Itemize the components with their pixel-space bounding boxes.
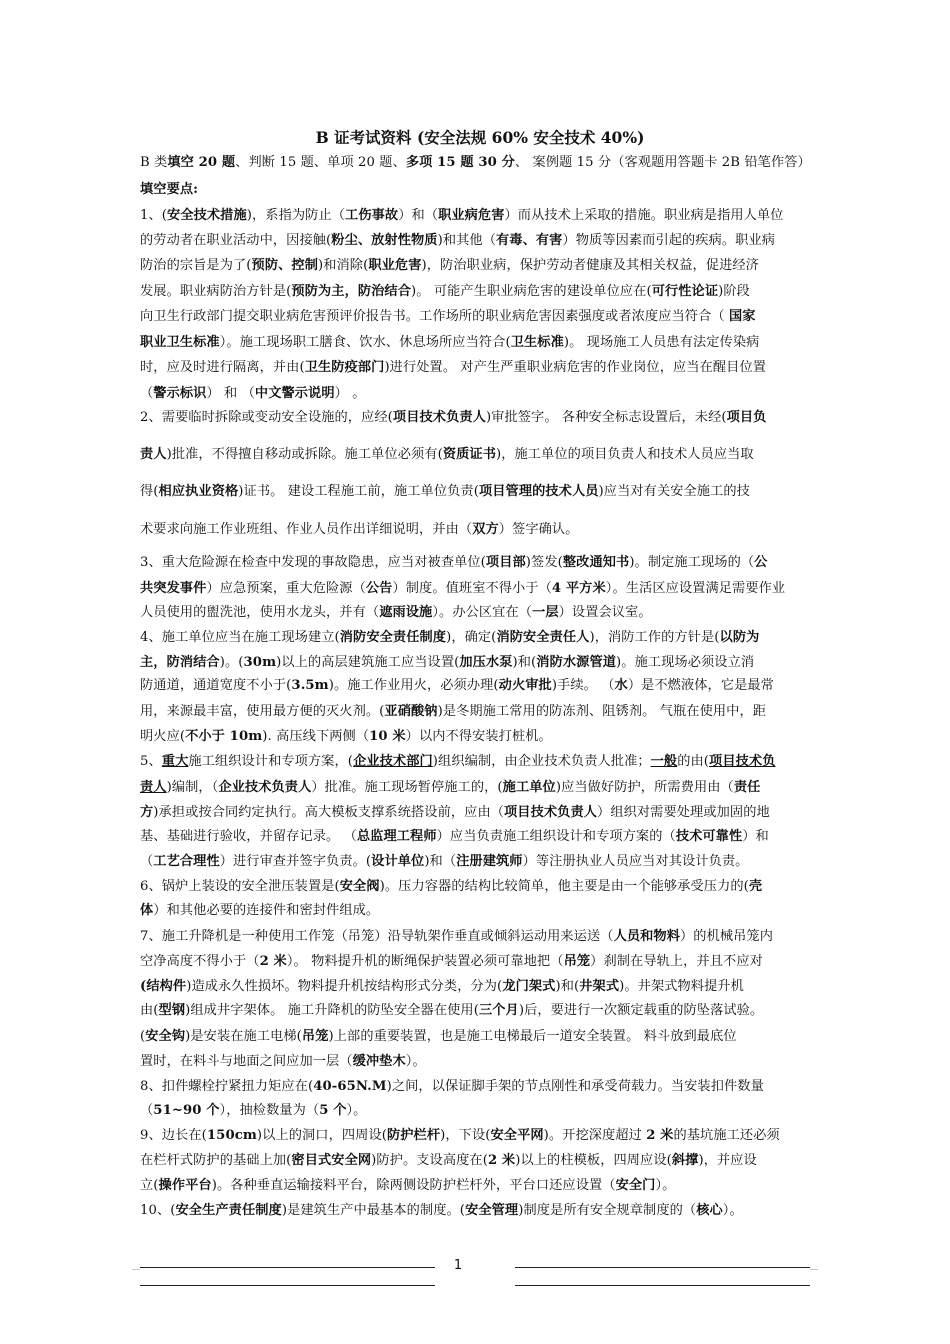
text-run: )防护。支设高度在(: [371, 1153, 488, 1168]
text-run: ）签字确认。: [498, 522, 579, 537]
emphasized-answer: 项目技术负责人: [504, 805, 598, 820]
text-run: 向卫生行政部门提交职业病危害预评价报告书。工作场所的职业病危害因素强度或者浓度应当符合（: [140, 309, 729, 324]
emphasized-answer: 安全阀: [339, 879, 380, 894]
emphasized-answer: 操作平台: [158, 1178, 212, 1193]
emphasized-answer: 总监理工程师: [356, 829, 437, 844]
text-line: [140, 254, 825, 273]
text-run: ）以内不得安装打桩机。: [405, 729, 552, 744]
text-run: )之间，以保证脚手架的节点刚性和承受荷载力。当安装扣件数量: [386, 1079, 764, 1094]
text-run: )。压力容器的结构比较简单，他主要是由一个能够承受压力的(: [379, 879, 749, 894]
text-run: 1、(: [140, 208, 168, 223]
text-run: )。(: [219, 655, 244, 670]
text-run: 时，应及时进行隔离，并由(: [140, 360, 305, 375]
text-run: ）和: [742, 829, 769, 844]
text-run: )。制定施工现场的（: [629, 555, 755, 570]
text-line: [140, 480, 825, 499]
text-run: )。井架式物料提升机: [619, 979, 744, 994]
text-run: 防通道，通道宽度不小于(: [140, 678, 292, 693]
text-run: )阶段: [718, 284, 750, 299]
text-run: )。施工作业用火，必须办理(: [328, 678, 499, 693]
text-run: )，系指为防止（: [246, 208, 346, 223]
emphasized-answer: 设计单位: [371, 854, 425, 869]
emphasized-answer: 10 米: [369, 729, 406, 744]
text-run: )组织编制，由企业技术负责人批准；: [432, 754, 651, 769]
emphasized-answer: 国家: [728, 309, 756, 324]
emphasized-answer: 职业卫生标准: [140, 335, 220, 350]
text-run: )和（: [424, 854, 457, 869]
text-line: [140, 750, 825, 769]
emphasized-answer: 2 米: [487, 1153, 516, 1168]
text-run: )签发(: [525, 555, 563, 570]
text-line: [140, 443, 825, 462]
text-run: )以上的柱模板，四周应设(: [515, 1153, 672, 1168]
emphasized-answer: 51~90 个: [153, 1103, 220, 1118]
text-run: )审批签字。 各种安全标志设置后，未经(: [485, 410, 727, 425]
text-line: [140, 950, 825, 969]
emphasized-answer: 安全平网: [490, 1128, 544, 1143]
text-line: [140, 925, 825, 944]
emphasized-answer: 共突发事件: [140, 581, 207, 596]
text-run: )手续。 （: [551, 678, 615, 693]
emphasized-answer: 卫生标准: [510, 335, 564, 350]
emphasized-answer: 吊笼: [563, 954, 591, 969]
text-line: [140, 356, 825, 375]
page-number: 1: [453, 1258, 463, 1273]
text-run: 用，来源最丰富，使用最方便的灭火剂。(: [140, 704, 385, 719]
emphasized-answer: 亚硝酸钠: [384, 704, 438, 719]
text-line: [140, 1149, 825, 1168]
emphasized-answer: 重大: [161, 754, 189, 769]
text-line: [140, 551, 825, 570]
emphasized-answer: 30m: [243, 655, 277, 670]
text-line: [140, 1124, 825, 1143]
emphasized-answer: 2 米: [646, 1128, 674, 1143]
text-run: 人员使用的盥洗池，使用水龙头，并有（: [140, 605, 380, 620]
text-run: 8、扣件螺栓拧紧扭力矩应在(: [140, 1079, 314, 1094]
text-line: [140, 626, 825, 645]
emphasized-answer: 安全技术措施: [167, 208, 247, 223]
text-line: [140, 651, 825, 670]
emphasized-answer: 技术可靠性: [675, 829, 743, 844]
text-line: [140, 801, 825, 820]
emphasized-answer: 有毒、有害: [496, 233, 563, 248]
text-run: )，防治职业病，保护劳动者健康及其相关权益，促进经济: [421, 258, 759, 273]
text-line: [140, 601, 825, 620]
text-run: 立(: [140, 1178, 159, 1193]
emphasized-answer: 防护栏杆: [386, 1128, 441, 1143]
footer-rule-accent-right: [810, 1269, 818, 1270]
text-run: ）组织对需要处理或加固的地: [597, 805, 770, 820]
text-run: ） 。: [334, 386, 366, 401]
emphasized-answer: 警示标识: [153, 386, 207, 401]
text-run: ） 和 （: [206, 386, 255, 401]
text-run: 空净高度不得小于（: [140, 954, 260, 969]
text-line: [140, 518, 825, 537]
text-line: [140, 280, 825, 299]
text-run: )，施工单位的项目负责人和技术人员应当取: [495, 447, 754, 462]
text-run: )以上的洞口，四周设(: [256, 1128, 387, 1143]
text-run: ）。生活区应设置满足需要作业: [605, 581, 786, 596]
text-line: [140, 700, 825, 719]
emphasized-answer: 型钢: [158, 1003, 186, 1018]
text-line: [140, 178, 825, 197]
text-run: ). 高压线下两侧（: [262, 729, 370, 744]
text-run: ）刹制在导轨上，并且不应对: [590, 954, 763, 969]
text-run: )是安装在施工电梯(: [185, 1029, 302, 1044]
text-line: [140, 999, 825, 1018]
text-run: )上部的重要装置，也是施工电梯最后一道安全装置。 料斗放到最底位: [328, 1029, 737, 1044]
text-run: ）的机械吊笼内: [680, 929, 774, 944]
text-run: )造成永久性损坏。物料提升机按结构形式分类，分为(: [186, 979, 503, 994]
emphasized-answer: 工艺合理性: [153, 854, 220, 869]
text-run: )批准，不得擅自移动或拆除。施工单位必须有(: [166, 447, 443, 462]
emphasized-answer: 注册建筑师: [456, 854, 523, 869]
text-line: [140, 825, 825, 844]
text-run: 10、(: [140, 1203, 176, 1218]
text-run: ）设置会议室。: [558, 605, 652, 620]
text-run: 的劳动者在职业活动中，因接触(: [140, 233, 332, 248]
text-line: [140, 776, 825, 795]
document-title: B 证考试资料 (安全法规 60% 安全技术 40%): [315, 128, 645, 147]
text-run: (: [140, 1029, 146, 1044]
emphasized-answer: 责任: [733, 780, 761, 795]
emphasized-answer: 公告: [365, 581, 393, 596]
emphasized-answer: 预防为主，防治结合: [291, 284, 412, 299]
text-run: 基、基础进行验收，并留存记录。 （: [140, 829, 357, 844]
text-run: 2、需要临时拆除或变动安全设施的，应经(: [140, 410, 393, 425]
text-run: （: [140, 1103, 154, 1118]
text-run: ）是不燃液体，它是最常: [627, 678, 774, 693]
text-line: [140, 1199, 825, 1218]
emphasized-answer: 安全管理: [465, 1203, 519, 1218]
emphasized-answer: 责人: [140, 447, 167, 462]
text-run: )和消除(: [317, 258, 369, 273]
emphasized-answer: 井架式: [579, 979, 620, 994]
text-run: )是冬期施工常用的防冻剂、阻锈剂。 气瓶在使用中，距: [437, 704, 767, 719]
text-run: )编制，（: [166, 780, 219, 795]
text-run: )。施工现场必须设立消: [616, 655, 755, 670]
emphasized-answer: 消防水源管道: [536, 655, 617, 670]
emphasized-answer: 缓冲垫木: [352, 1054, 406, 1069]
text-run: 由(: [140, 1003, 159, 1018]
text-run: ）制度。值班室不得小于（: [392, 581, 552, 596]
text-run: ）进行审查并签字负责。(: [219, 854, 372, 869]
emphasized-answer: 一层: [532, 605, 559, 620]
emphasized-answer: 消防安全责任制度: [339, 630, 447, 645]
text-line: [140, 204, 825, 223]
text-line: [140, 1099, 825, 1118]
text-run: 施工组织设计和专项方案，(: [188, 754, 354, 769]
emphasized-answer: 150cm: [206, 1128, 257, 1143]
text-run: )后，要进行一次额定载重的防坠落试验。: [518, 1003, 764, 1018]
emphasized-answer: 项目负: [726, 410, 767, 425]
text-run: 在栏杆式防护的基础上加(: [140, 1153, 292, 1168]
text-run: 的基坑施工还必须: [673, 1128, 780, 1143]
text-run: 7、施工升降机是一种使用工作笼（吊笼）沿导轨架作垂直或倾斜运动用来运送（: [140, 929, 614, 944]
text-run: )以上的高层建筑施工应当设置(: [276, 655, 460, 670]
emphasized-answer: 5 个: [319, 1103, 347, 1118]
text-run: ）。办公区宜在（: [432, 605, 533, 620]
text-line: [140, 1174, 825, 1193]
text-run: )进行处置。 对产生严重职业病危害的作业岗位，应当在醒目位置: [384, 360, 767, 375]
text-run: 的由(: [677, 754, 710, 769]
text-run: 得(: [140, 484, 159, 499]
emphasized-answer: 安全门: [615, 1178, 656, 1193]
emphasized-answer: 项目技术负: [709, 754, 776, 769]
emphasized-answer: 4 平方米: [551, 581, 606, 596]
emphasized-answer: 职业病危害: [438, 208, 505, 223]
text-run: （: [140, 386, 154, 401]
text-run: )和其他（: [437, 233, 496, 248]
text-run: 防治的宗旨是为了(: [140, 258, 252, 273]
text-line: [140, 331, 825, 350]
emphasized-answer: 壳: [748, 879, 763, 894]
footer-rule-accent-left: [132, 1269, 140, 1270]
text-line: [140, 1075, 825, 1094]
text-run: )制度是所有安全规章制度的（: [518, 1203, 697, 1218]
emphasized-answer: 2 米: [259, 954, 287, 969]
emphasized-answer: 整改通知书: [562, 555, 630, 570]
text-run: （: [140, 854, 154, 869]
emphasized-answer: 水: [614, 678, 628, 693]
emphasized-answer: 主，防消结合: [140, 655, 220, 670]
text-run: ）。: [346, 1103, 367, 1118]
text-run: ）。施工现场职工膳食、饮水、休息场所应当符合(: [219, 335, 511, 350]
text-run: ），抽检数量为（: [219, 1103, 320, 1118]
emphasized-answer: 遮雨设施: [379, 605, 433, 620]
emphasized-answer: 施工单位: [502, 780, 556, 795]
text-run: ）。 物料提升机的断绳保护装置必须可靠地把（: [286, 954, 564, 969]
footer-rule-right: [515, 1267, 810, 1268]
text-line: [140, 577, 825, 596]
text-line: [140, 229, 825, 248]
emphasized-answer: 安全钩: [145, 1029, 186, 1044]
emphasized-answer: 人员和物料: [613, 929, 680, 944]
text-run: 术要求向施工作业班组、作业人员作出详细说明，并由（: [140, 522, 473, 537]
text-run: ）和其他必要的连接件和密封件组成。: [153, 903, 380, 918]
emphasized-answer: 责人: [140, 780, 167, 795]
text-run: )。开挖深度超过: [543, 1128, 647, 1143]
text-line: [140, 850, 825, 869]
emphasized-answer: 项目技术负责人: [392, 410, 486, 425]
footer-rule-left: [140, 1267, 435, 1268]
emphasized-answer: 消防安全责任人: [496, 630, 590, 645]
text-run: 3、重大危险源在检查中发现的事故隐患，应当对被查单位(: [140, 555, 486, 570]
emphasized-answer: 体: [140, 903, 154, 918]
text-run: )证书。 建设工程施工前，施工单位负责(: [238, 484, 479, 499]
text-run: )。各种垂直运输接料平台，除两侧设防护栏杆外，平台口还应设置（: [211, 1178, 616, 1193]
text-run: ）。: [405, 1054, 426, 1069]
text-line: [140, 875, 825, 894]
text-run: 5、: [140, 754, 162, 769]
text-run: )，确定(: [446, 630, 497, 645]
emphasized-answer: 一般: [650, 754, 678, 769]
emphasized-answer: 中文警示说明: [254, 386, 335, 401]
text-run: )是建筑生产中最基本的制度。(: [281, 1203, 466, 1218]
emphasized-answer: 项目管理的技术人员: [478, 484, 599, 499]
emphasized-answer: 3.5m: [291, 678, 329, 693]
text-run: 6、锅炉上装设的安全泄压装置是(: [140, 879, 340, 894]
text-run: )，并应设: [698, 1153, 757, 1168]
emphasized-answer: 资质证书: [442, 447, 496, 462]
emphasized-answer: 企业技术负责人: [218, 780, 312, 795]
emphasized-answer: 职业危害: [368, 258, 422, 273]
text-run: )。 可能产生职业病危害的建设单位应在(: [411, 284, 652, 299]
emphasized-answer: 填空要点:: [140, 182, 199, 197]
emphasized-answer: 方: [140, 805, 154, 820]
emphasized-answer: 相应执业资格: [158, 484, 239, 499]
text-run: 明火应(: [140, 729, 186, 744]
emphasized-answer: 粉尘、放射性物质: [331, 233, 438, 248]
text-run: )承担或按合同约定执行。高大模板支撑系统搭设前，应由（: [153, 805, 505, 820]
text-run: ）等注册执业人员应当对其设计负责。: [522, 854, 749, 869]
text-run: ）。: [655, 1178, 676, 1193]
footer-rule-right-lower: [515, 1285, 810, 1286]
emphasized-answer: 双方: [472, 522, 499, 537]
text-line: [140, 975, 825, 994]
emphasized-answer: 吊笼: [301, 1029, 329, 1044]
text-run: )，下设(: [440, 1128, 491, 1143]
emphasized-answer: (结构件: [140, 979, 187, 994]
text-line: [140, 406, 825, 425]
text-run: )应当对有关安全施工的技: [598, 484, 750, 499]
text-run: ）应急预案，重大危险源（: [206, 581, 366, 596]
emphasized-answer: 填空 20 题: [167, 155, 236, 170]
emphasized-answer: 动火审批: [498, 678, 552, 693]
text-run: ）。: [722, 1203, 743, 1218]
text-run: )，消防工作的方针是(: [589, 630, 720, 645]
footer-rule-left-lower: [140, 1285, 435, 1286]
emphasized-answer: 公: [754, 555, 768, 570]
emphasized-answer: 龙门架式: [502, 979, 556, 994]
text-run: ）物质等因素而引起的疾病。职业病: [562, 233, 776, 248]
emphasized-answer: 三个月: [478, 1003, 519, 1018]
text-run: B 类: [140, 155, 168, 170]
emphasized-answer: 斜撑: [671, 1153, 699, 1168]
emphasized-answer: 安全生产责任制度: [175, 1203, 282, 1218]
emphasized-answer: 多项 15 题 30 分: [405, 155, 515, 170]
text-line: [140, 382, 825, 401]
text-run: 置时，在料斗与地面之间应加一层（: [140, 1054, 353, 1069]
text-line: [140, 725, 825, 744]
emphasized-answer: 企业技术部门: [353, 754, 433, 769]
emphasized-answer: 密目式安全网: [291, 1153, 372, 1168]
text-line: [140, 674, 825, 693]
text-run: ）和（: [398, 208, 439, 223]
text-run: 4、施工单位应当在施工现场建立(: [140, 630, 340, 645]
text-run: )组成井字架体。 施工升降机的防坠安全器在使用(: [185, 1003, 479, 1018]
emphasized-answer: 核心: [696, 1203, 723, 1218]
emphasized-answer: 工伤事故: [345, 208, 399, 223]
emphasized-answer: 加压水泵: [459, 655, 513, 670]
text-run: 9、边长在(: [140, 1128, 207, 1143]
emphasized-answer: 预防、控制: [251, 258, 318, 273]
emphasized-answer: 40-65N.M: [313, 1079, 387, 1094]
emphasized-answer: 可行性论证: [651, 284, 719, 299]
emphasized-answer: 卫生防疫部门: [304, 360, 385, 375]
text-run: )应当做好防护，所需费用由（: [555, 780, 734, 795]
text-line: [140, 899, 825, 918]
text-run: ）批准。施工现场暂停施工的，(: [311, 780, 503, 795]
emphasized-answer: 项目部: [485, 555, 526, 570]
text-run: )。 现场施工人员患有法定传染病: [563, 335, 760, 350]
text-run: 、 案例题 15 分（客观题用答题卡 2B 铅笔作答）: [514, 155, 811, 170]
text-run: ）而从技术上采取的措施。职业病是指用人单位: [504, 208, 784, 223]
text-line: [140, 1025, 825, 1044]
emphasized-answer: 不小于 10m: [185, 729, 263, 744]
text-run: )和(: [555, 979, 580, 994]
text-line: [140, 151, 825, 170]
emphasized-answer: 以防为: [719, 630, 760, 645]
text-line: [140, 1050, 825, 1069]
text-run: ）应当负责施工组织设计和专项方案的（: [436, 829, 676, 844]
text-line: [140, 305, 825, 324]
text-run: 发展。职业病防治方针是(: [140, 284, 292, 299]
text-run: 、判断 15 题、单项 20 题、: [235, 155, 406, 170]
text-run: )和(: [512, 655, 537, 670]
